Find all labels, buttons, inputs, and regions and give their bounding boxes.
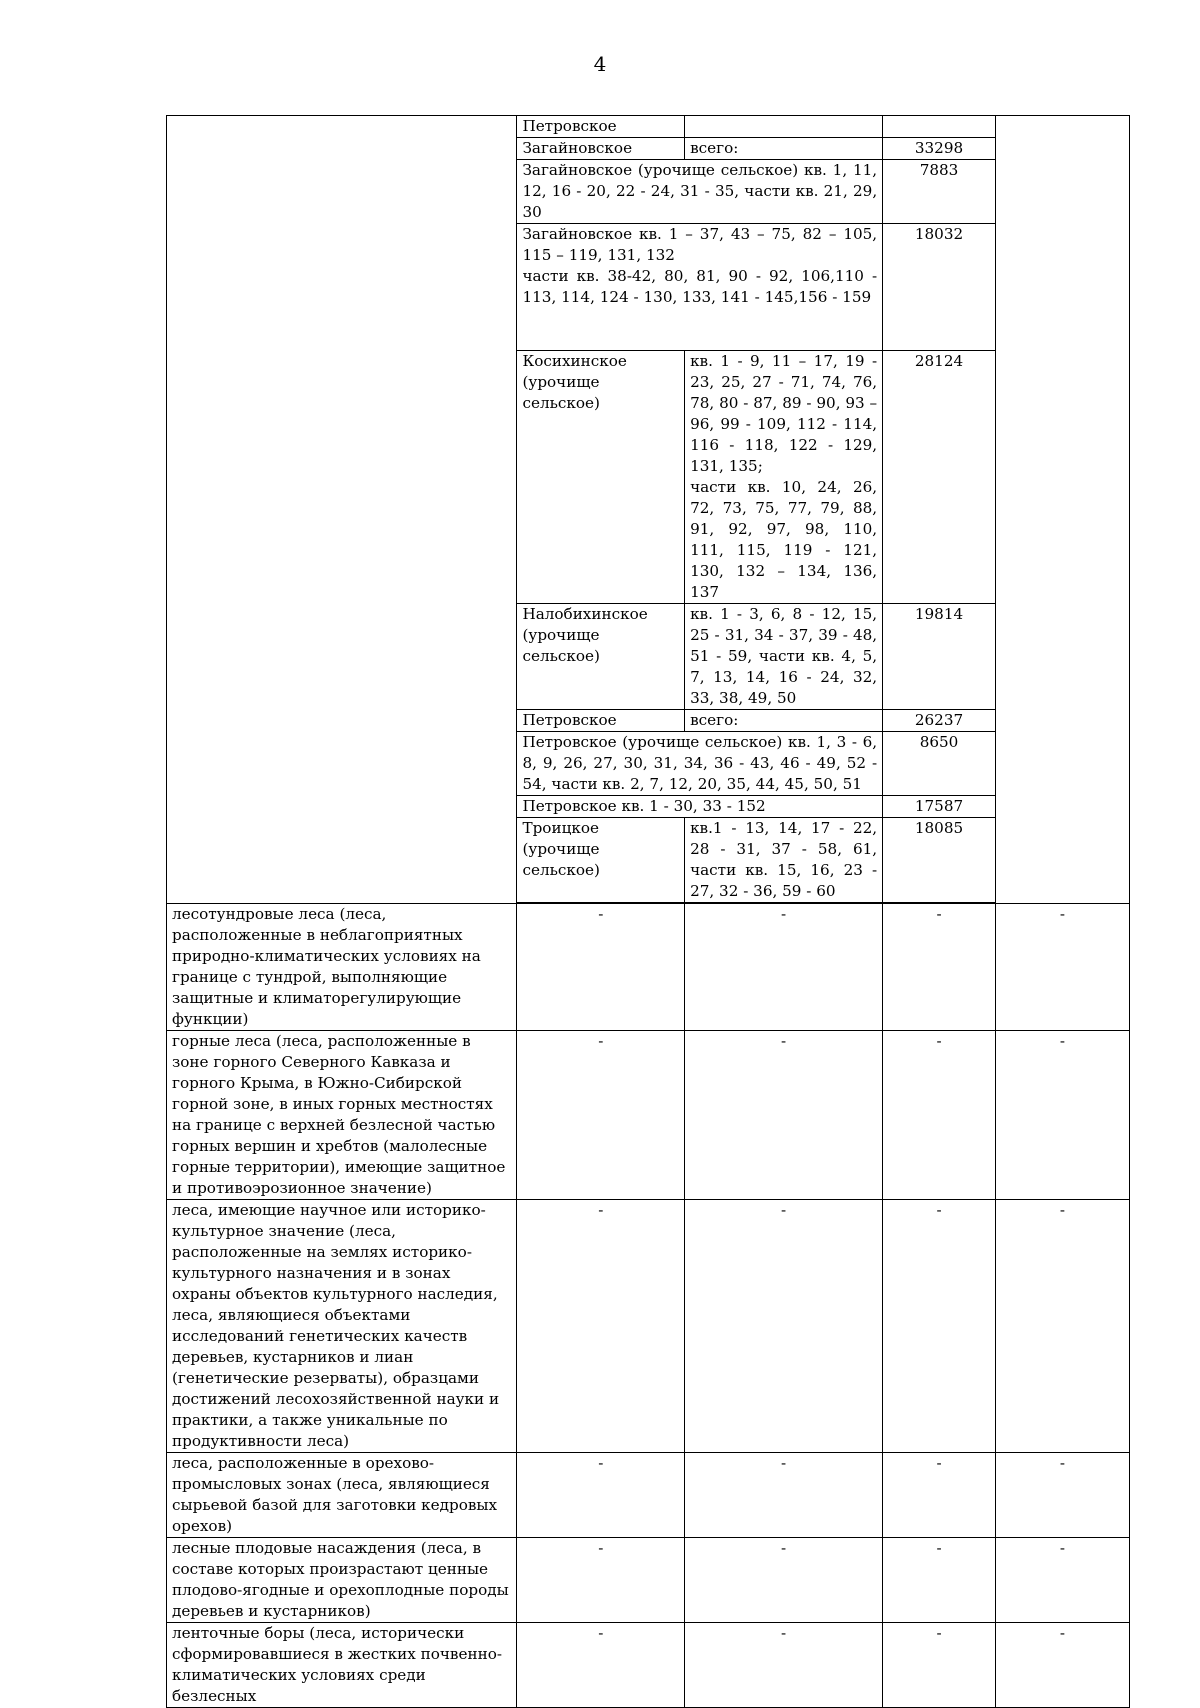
dash-cell: - [883, 1031, 996, 1200]
dash-cell: - [517, 1200, 685, 1453]
area-value: 18085 [883, 818, 996, 903]
quarters-parts-text: части кв. 10, 24, 26, 72, 73, 75, 77, 79, 88, 91, 92, 97, 98, 110, 111, 115, 119 - 121, 130, 132 – 134, 136, 137 [690, 478, 878, 601]
tract-name: Налобихинское (урочище сельское) [517, 604, 685, 710]
forest-table [166, 115, 1130, 1708]
dash-cell: - [517, 904, 685, 1031]
area-value: 7883 [883, 160, 996, 224]
category-text: леса, расположенные в орехово-промысловых зонах (леса, являющиеся сырьевой базой для заготовки кедровых орехов) [167, 1453, 517, 1538]
area-value: 33298 [883, 138, 996, 160]
total-label: всего: [685, 710, 883, 732]
dash-cell: - [883, 1538, 996, 1623]
quarters-text: Петровское (урочище сельское) кв. 1, 3 - 6, 8, 9, 26, 27, 30, 31, 34, 36 - 43, 46 - 49, 52 - 54, части кв. 2, 7, 12, 20, 35, 44, 45, 50, 51 [517, 732, 883, 796]
table-row [167, 1538, 1130, 1623]
quarters-text: Загайновское (урочище сельское) кв. 1, 11, 12, 16 - 20, 22 - 24, 31 - 35, части кв. 21, 29, 30 [517, 160, 883, 224]
tract-name: Троицкое (урочище сельское) [517, 818, 685, 903]
table-row [167, 1453, 1130, 1538]
dash-cell: - [517, 1453, 685, 1538]
table-row [167, 1623, 1130, 1708]
area-value: 28124 [883, 351, 996, 604]
dash-cell: - [883, 1623, 996, 1708]
table-row [167, 904, 1130, 1031]
last-column-cell [995, 116, 1129, 904]
district-name: Петровское [517, 710, 685, 732]
dash-cell: - [685, 1623, 883, 1708]
dash-cell: - [685, 1453, 883, 1538]
quarters-parts-text: части кв. 38-42, 80, 81, 90 - 92, 106,110 - 113, 114, 124 - 130, 133, 141 - 145,156 - 159 [522, 267, 878, 306]
dash-cell: - [685, 1031, 883, 1200]
quarters-text: кв. 1 - 9, 11 – 17, 19 - 23, 25, 27 - 71, 74, 76, 78, 80 - 87, 89 - 90, 93 – 96, 99 - 109, 112 - 114, 116 - 118, 122 - 129, 131, 135; [690, 352, 878, 475]
dash-cell: - [995, 904, 1129, 1031]
area-value: 18032 [883, 224, 996, 351]
quarters-text: кв. 1 - 3, 6, 8 - 12, 15, 25 - 31, 34 - 37, 39 - 48, 51 - 59, части кв. 4, 5, 7, 13, 14, 16 - 24, 32, 33, 38, 49, 50 [685, 604, 883, 710]
category-text: леса, имеющие научное или историко-культурное значение (леса, расположенные на землях историко-культурного назначения и в зонах охраны объектов культурного наследия, леса, являющиеся объектами исследований генетических качеств деревьев, кустарников и лиан (генетические резерваты), образцами достижений лесохозяйственной науки и практики, а также уникальные по продуктивности леса) [167, 1200, 517, 1453]
dash-cell: - [995, 1538, 1129, 1623]
dash-cell: - [517, 1538, 685, 1623]
area-value: 26237 [883, 710, 996, 732]
category-text: лесные плодовые насаждения (леса, в составе которых произрастают ценные плодово-ягодные и орехоплодные породы деревьев и кустарников) [167, 1538, 517, 1623]
dash-cell: - [995, 1623, 1129, 1708]
dash-cell: - [685, 1200, 883, 1453]
total-label: всего: [685, 138, 883, 160]
dash-cell: - [883, 904, 996, 1031]
dash-cell: - [995, 1031, 1129, 1200]
category-text: лесотундровые леса (леса, расположенные в неблагоприятных природно-климатических условиях на границе с тундрой, выполняющие защитные и климаторегулирующие функции) [167, 904, 517, 1031]
category-cell-empty [167, 116, 517, 904]
quarters-text: Петровское кв. 1 - 30, 33 - 152 [517, 796, 883, 818]
category-text: горные леса (леса, расположенные в зоне горного Северного Кавказа и горного Крыма, в Южно-Сибирской горной зоне, в иных горных местностях на границе с верхней безлесной частью горных вершин и хребтов (малолесные горные территории), имеющие защитное и противоэрозионное значение) [167, 1031, 517, 1200]
tract-name: Косихинское (урочище сельское) [517, 351, 685, 604]
table-row [167, 1200, 1130, 1453]
area-value: 19814 [883, 604, 996, 710]
dash-cell: - [517, 1031, 685, 1200]
district-name: Петровское [517, 116, 685, 138]
quarters-text: кв.1 - 13, 14, 17 - 22, 28 - 31, 37 - 58, 61, части кв. 15, 16, 23 - 27, 32 - 36, 59 - 60 [685, 818, 883, 903]
area-value: 8650 [883, 732, 996, 796]
dash-cell: - [517, 1623, 685, 1708]
dash-cell: - [685, 904, 883, 1031]
area-value: 17587 [883, 796, 996, 818]
dash-cell: - [685, 1538, 883, 1623]
table-row [167, 1031, 1130, 1200]
dash-cell: - [995, 1453, 1129, 1538]
table-row [167, 116, 1130, 138]
page-number: 4 [593, 52, 607, 76]
district-name: Загайновское [517, 138, 685, 160]
dash-cell: - [883, 1200, 996, 1453]
dash-cell: - [995, 1200, 1129, 1453]
dash-cell: - [883, 1453, 996, 1538]
category-text: ленточные боры (леса, исторически сформировавшиеся в жестких почвенно-климатических условиях среди безлесных [167, 1623, 517, 1708]
quarters-text: Загайновское кв. 1 – 37, 43 – 75, 82 – 105, 115 – 119, 131, 132 [522, 225, 878, 264]
